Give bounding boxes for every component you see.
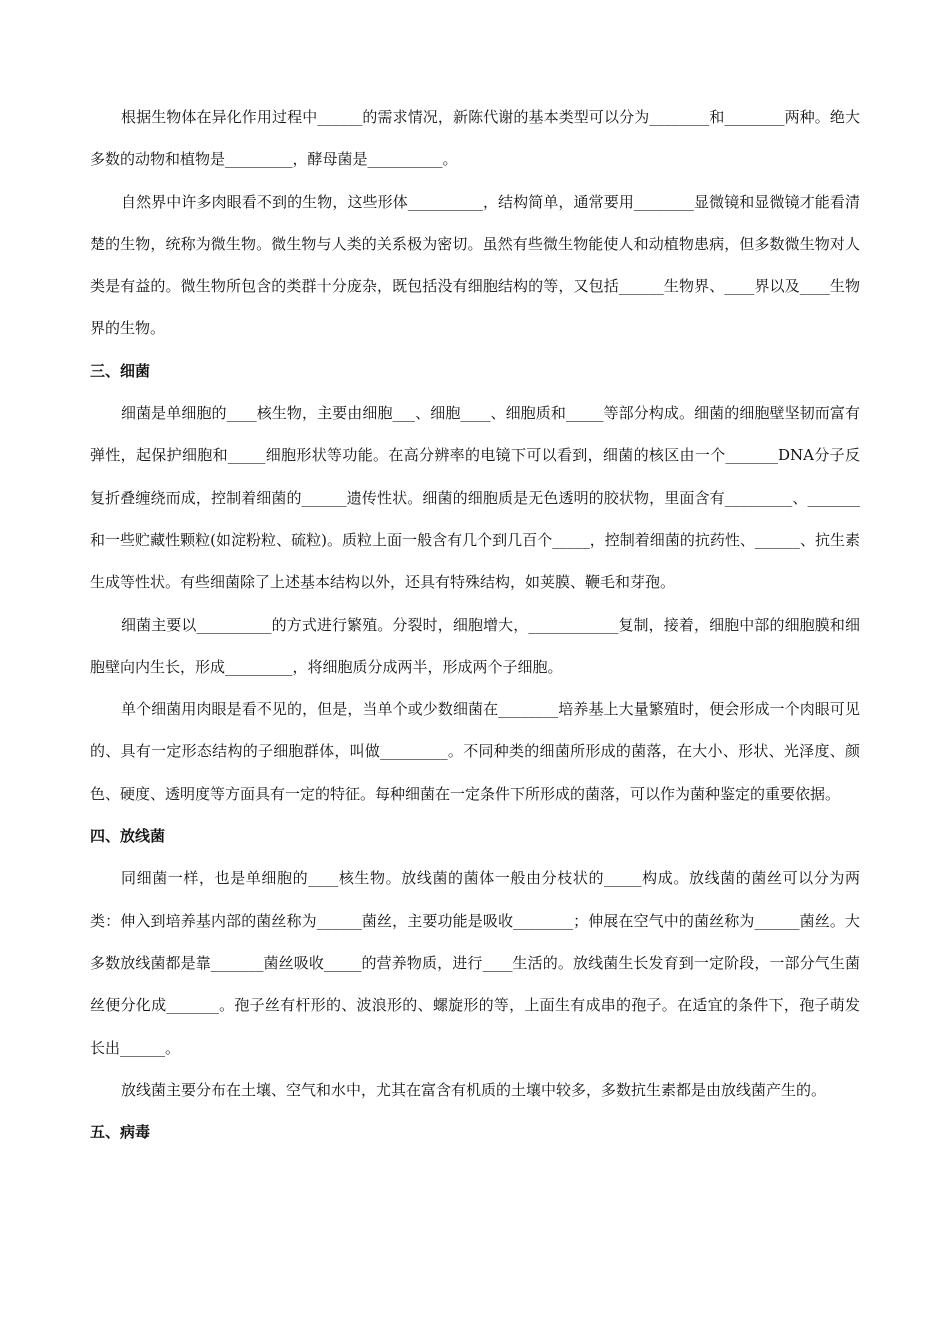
- microorganism-intro-paragraph: 自然界中许多肉眼看不到的生物，这些形体__________，结构简单，通常要用________显微镜和显微镜才能看清楚的生物，统称为微生物。微生物与人类的关系极为密切。虽然有些微生物能使人和动植物患病，但多数微生物对人类是有益的。微生物所包含的类群十分庞杂，既包括没有细胞结构的等，又包括______生物界、____界以及____生物界的生物。: [90, 192, 860, 338]
- section-heading-bacteria: 三、细菌: [90, 361, 151, 380]
- section-heading-virus: 五、病毒: [90, 1123, 151, 1142]
- bacteria-reproduction-paragraph: 细菌主要以__________的方式进行繁殖。分裂时，细胞增大，____________复制，接着，细胞中部的细胞膜和细胞壁向内生长，形成_________，将细胞质分成两半，形成两个子细胞。: [90, 615, 860, 676]
- bacteria-structure-paragraph: 细菌是单细胞的____核生物，主要由细胞___、细胞____、细胞质和_____等部分构成。细菌的细胞壁坚韧而富有弹性，起保护细胞和_____细胞形状等功能。在高分辨率的电镜下可以看到，细菌的核区由一个_______DNA分子反复折叠缠绕而成，控制着细菌的______遗传性状。细菌的细胞质是无色透明的胶状物，里面含有_________、_______和一些贮藏性颗粒(如淀粉粒、硫粒)。质粒上面一般含有几个到几百个_____，控制着细菌的抗药性、______、抗生素生成等性状。有些细菌除了上述基本结构以外，还具有特殊结构，如荚膜、鞭毛和芽孢。: [90, 404, 860, 592]
- bacteria-colony-paragraph: 单个细菌用肉眼是看不见的，但是，当单个或少数细菌在________培养基上大量繁殖时，便会形成一个肉眼可见的、具有一定形态结构的子细胞群体，叫做_________。不同种类的细菌所形成的菌落，在大小、形状、光泽度、颜色、硬度、透明度等方面具有一定的特征。每种细菌在一定条件下所形成的菌落，可以作为菌种鉴定的重要依据。: [90, 700, 860, 803]
- metabolism-types-paragraph: 根据生物体在异化作用过程中______的需求情况，新陈代谢的基本类型可以分为________和________两种。绝大多数的动物和植物是_________，酵母菌是__________。: [90, 108, 860, 169]
- document-page: [90, 96, 860, 1153]
- actinomycetes-distribution-paragraph: 放线菌主要分布在土壤、空气和水中，尤其在富含有机质的土壤中较多，多数抗生素都是由放线菌产生的。: [121, 1080, 827, 1099]
- actinomycetes-structure-paragraph: 同细菌一样，也是单细胞的____核生物。放线菌的菌体一般由分枝状的_____构成。放线菌的菌丝可以分为两类：伸入到培养基内部的菌丝称为______菌丝，主要功能是吸收________；伸展在空气中的菌丝称为______菌丝。大多数放线菌都是靠_______菌丝吸收_____的营养物质，进行____生活的。放线菌生长发育到一定阶段，一部分气生菌丝便分化成_______。孢子丝有杆形的、波浪形的、螺旋形的等，上面生有成串的孢子。在适宜的条件下，孢子萌发长出______。: [90, 869, 860, 1057]
- section-heading-actinomycetes: 四、放线菌: [90, 827, 166, 846]
